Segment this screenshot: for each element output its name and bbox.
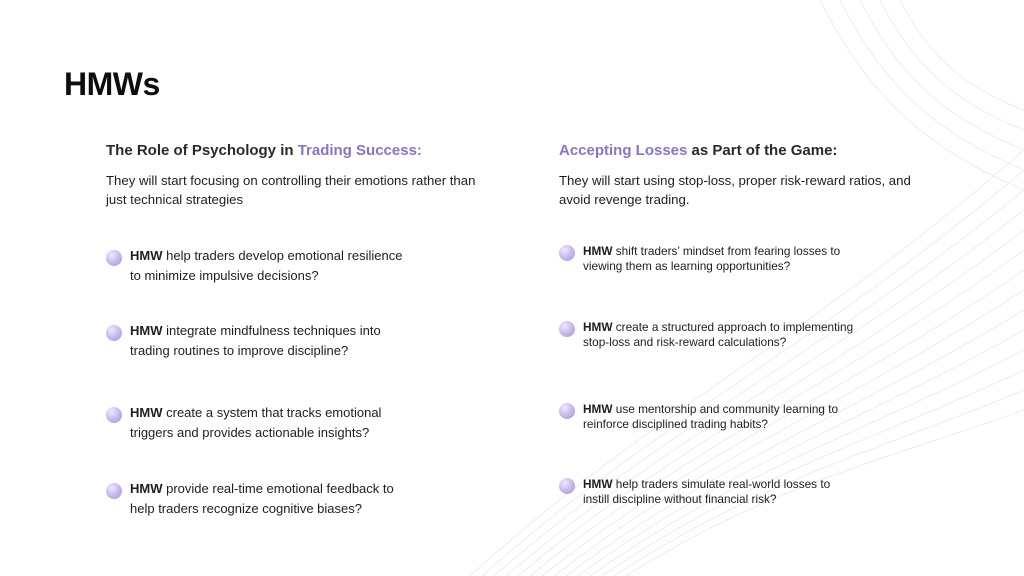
item-body: integrate mindfulness techniques into trading routines to improve discipline? <box>130 323 381 358</box>
item-text <box>130 321 406 360</box>
item-body: create a system that tracks emotional triggers and provides actionable insights? <box>130 405 382 440</box>
item-body: help traders develop emotional resilience to minimize impulsive decisions? <box>130 248 403 283</box>
heading-accent: Trading Success: <box>297 142 422 159</box>
item-text <box>130 479 411 518</box>
hmw-label: HMW <box>583 477 613 491</box>
hmw-label: HMW <box>130 405 163 420</box>
list-item <box>559 402 859 432</box>
list-item <box>106 479 411 518</box>
column-subtitle: They will start focusing on controlling their emotions rather than just technical strategies <box>106 173 476 207</box>
item-body: shift traders’ mindset from fearing losses to viewing them as learning opportunities? <box>583 244 841 273</box>
bullet-icon <box>559 478 575 494</box>
item-body: help traders simulate real-world losses to instill discipline without financial risk? <box>583 477 831 506</box>
bullet-icon <box>106 250 122 266</box>
list-item <box>106 321 406 360</box>
bullet-icon <box>106 325 122 341</box>
item-text <box>583 244 859 274</box>
hmw-label: HMW <box>130 248 163 263</box>
heading-text: The Role of Psychology in <box>106 142 298 159</box>
item-body: provide real-time emotional feedback to help traders recognize cognitive biases? <box>130 481 394 516</box>
hmw-label: HMW <box>583 244 613 258</box>
hmw-label: HMW <box>130 481 163 496</box>
bullet-icon <box>106 407 122 423</box>
list-item <box>106 246 406 285</box>
hmw-label: HMW <box>130 323 163 338</box>
page-title: HMWs <box>64 66 160 102</box>
psychology-column <box>106 142 486 516</box>
item-body: create a structured approach to implementing stop-loss and risk-reward calculations? <box>583 320 854 349</box>
heading-accent: Accepting Losses <box>559 142 688 159</box>
item-body: use mentorship and community learning to reinforce disciplined trading habits? <box>583 402 839 431</box>
column-subtitle: They will start using stop-loss, proper risk-reward ratios, and avoid revenge trading. <box>559 173 911 207</box>
item-text <box>130 246 406 285</box>
bullet-icon <box>106 483 122 499</box>
hmw-label: HMW <box>583 402 613 416</box>
heading-text: as Part of the Game: <box>687 142 838 159</box>
item-text <box>583 477 859 507</box>
column-heading <box>559 142 939 159</box>
list-item <box>106 403 406 442</box>
item-text <box>583 320 859 350</box>
column-heading <box>106 142 486 159</box>
losses-column <box>559 142 939 506</box>
hmw-label: HMW <box>583 320 613 334</box>
list-item <box>559 244 859 274</box>
list-item <box>559 320 859 350</box>
bullet-icon <box>559 403 575 419</box>
bullet-icon <box>559 321 575 337</box>
item-text <box>583 402 859 432</box>
item-text <box>130 403 406 442</box>
bullet-icon <box>559 245 575 261</box>
list-item <box>559 477 859 507</box>
